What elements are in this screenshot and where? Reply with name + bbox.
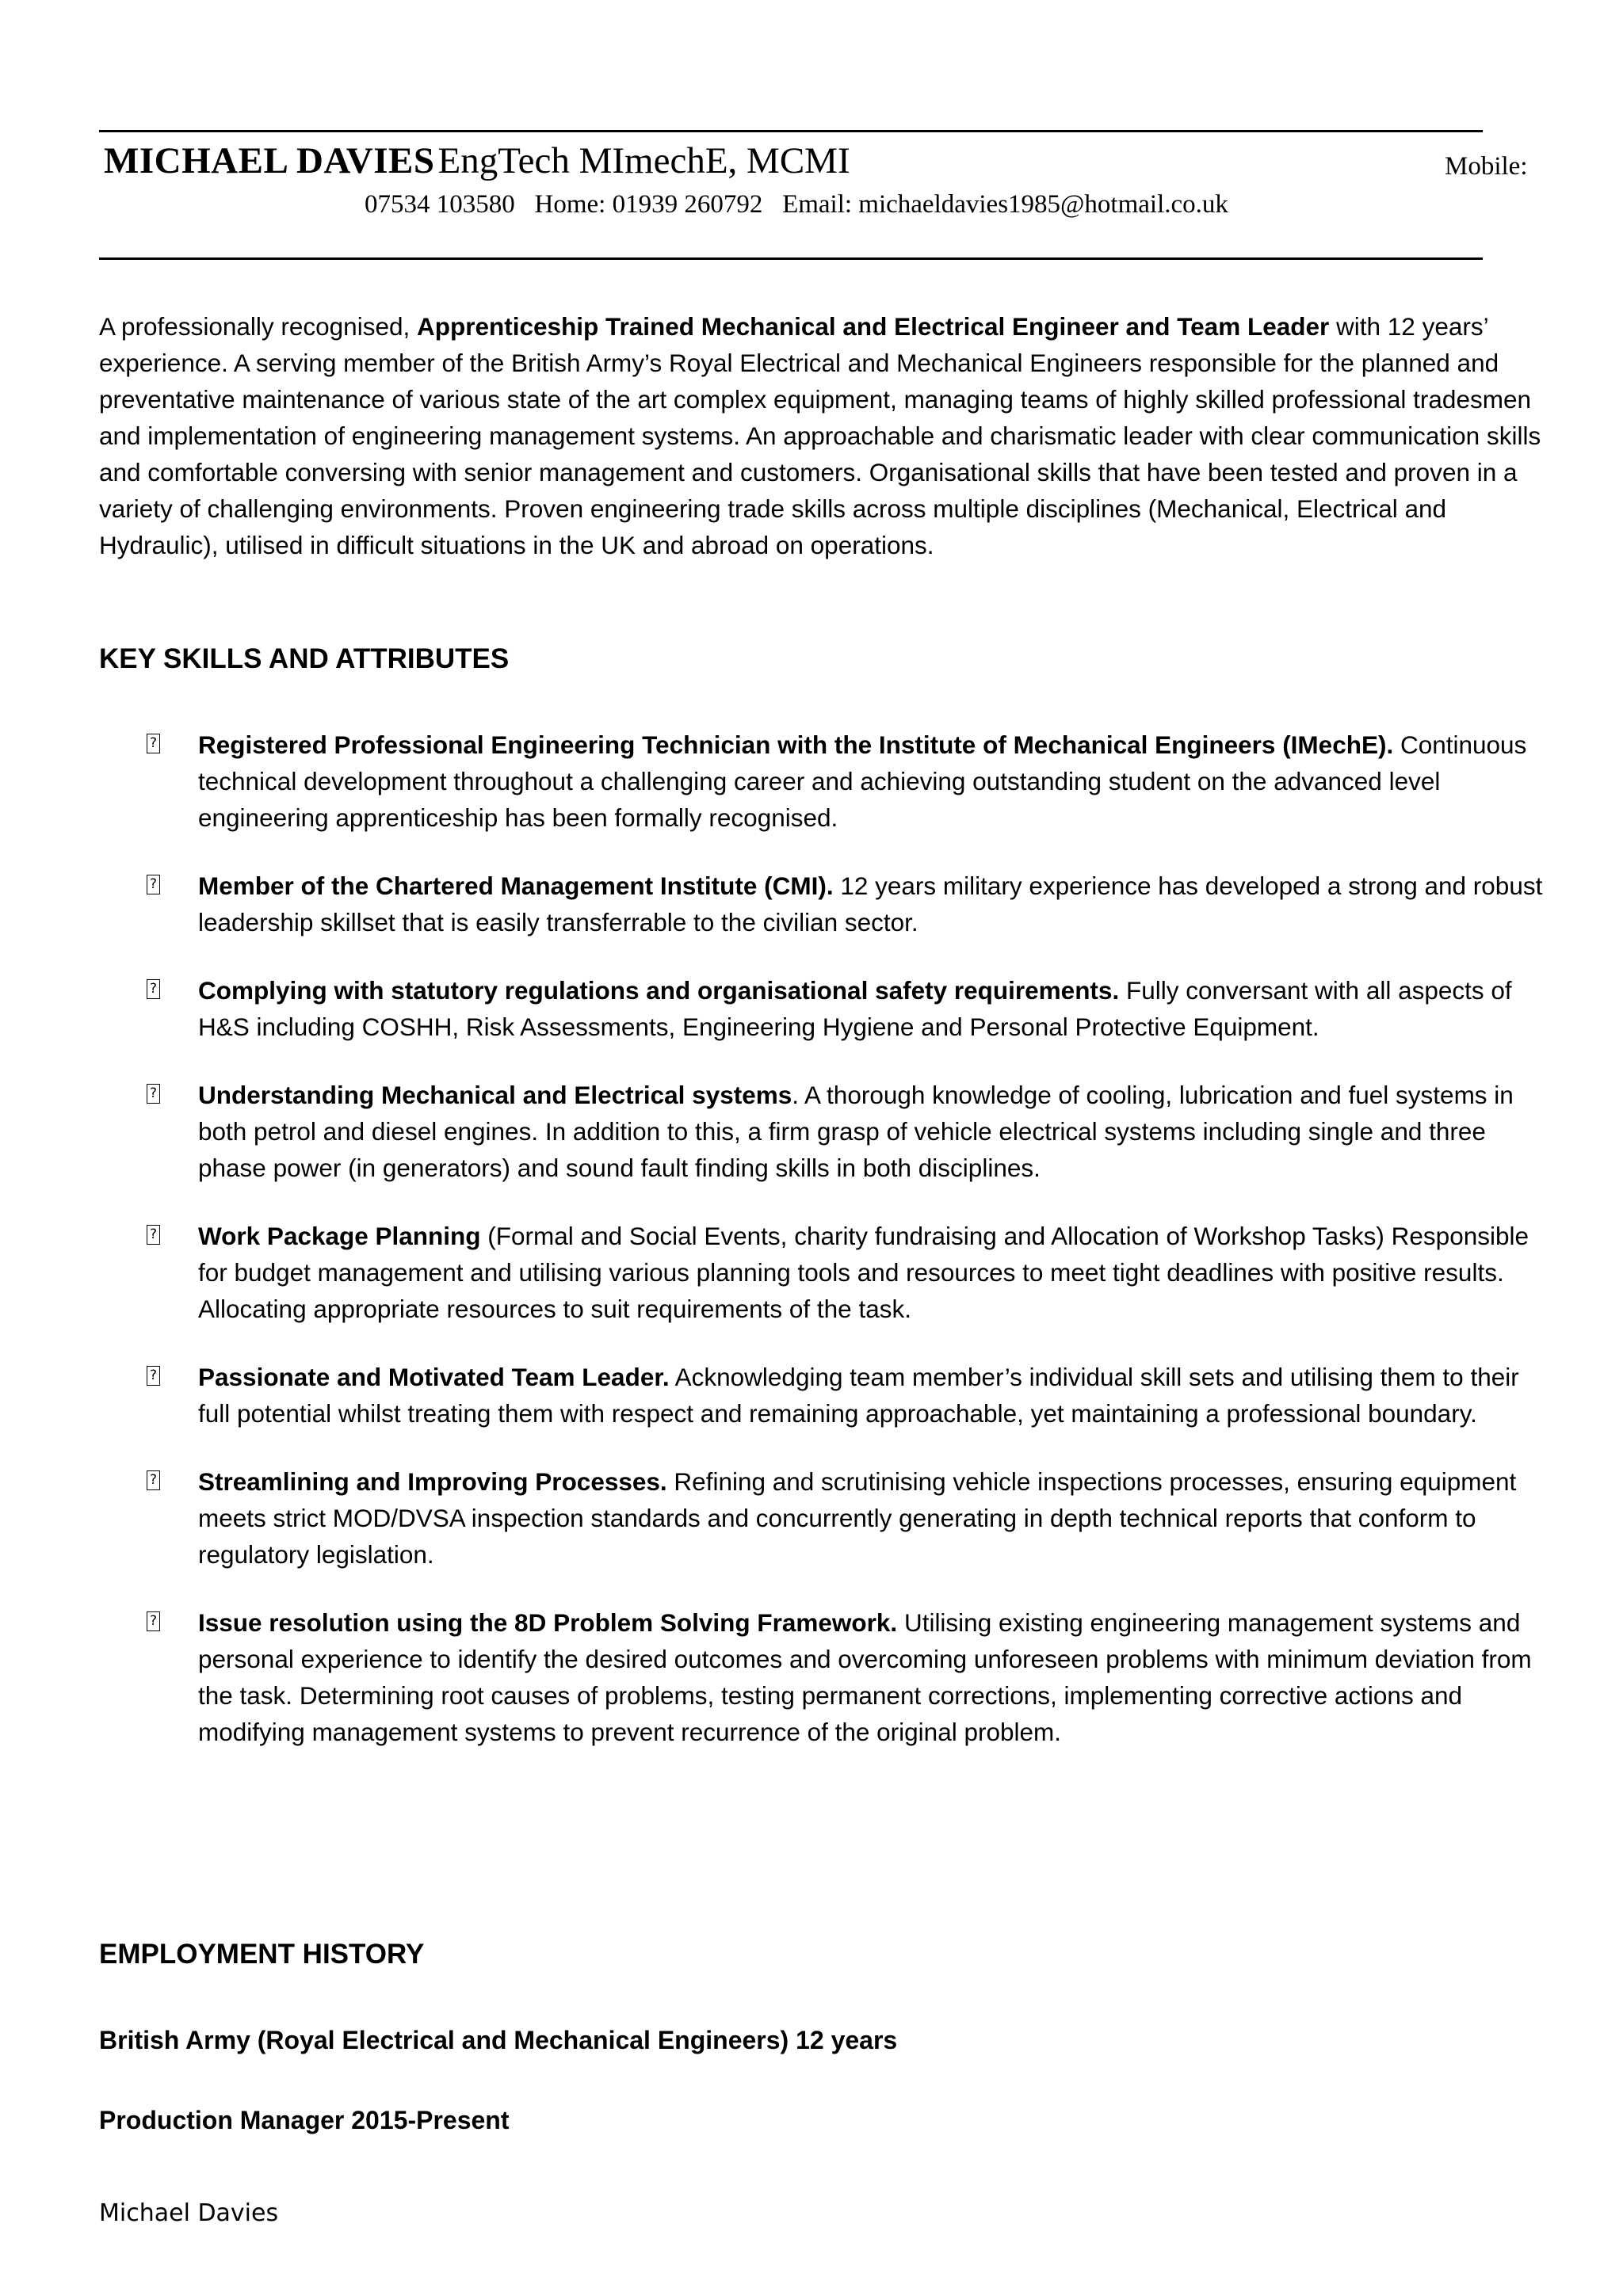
skill-description: 12 years military experience has developed a strong and robust leadership skillset that is easily transferrable to the civilian sector. [198, 871, 1543, 936]
skill-description: . A thorough knowledge of cooling, lubrication and fuel systems in both petrol and diesel engines. In addition to this, a firm grasp of vehicle electrical systems including single and three phase power (in generators) and sound fault finding skills in both disciplines. [198, 1081, 1514, 1182]
missing-glyph-bullet-icon: ? [147, 1470, 160, 1490]
skill-description: Refining and scrutinising vehicle inspections processes, ensuring equipment meets strict MOD/DVSA inspection standards and concurrently generating in depth technical reports that conform to regulatory legislation. [198, 1467, 1517, 1569]
contact-details: 07534 103580 Home: 01939 260792 Email: michaeldavies1985@hotmail.co.uk [365, 190, 1228, 219]
candidate-name: MICHAEL DAVIES [104, 140, 435, 181]
missing-glyph-bullet-icon: ? [147, 979, 160, 999]
header-name-line [104, 139, 1530, 182]
skill-description: (Formal and Social Events, charity fundraising and Allocation of Workshop Tasks) Responsible for budget management and utilising various planning tools and resources to meet tight deadlines with positive results. Allocating appropriate resources to suit requirements of the task. [198, 1222, 1529, 1323]
skill-item [99, 1463, 1549, 1573]
skill-item [99, 868, 1549, 940]
summary-intro: A professionally recognised, [99, 312, 417, 341]
skill-item [99, 1218, 1549, 1327]
header-top-rule [99, 130, 1483, 132]
skill-title: Registered Professional Engineering Technician with the Institute of Mechanical Engineers (IMechE). [198, 730, 1394, 759]
skill-item [99, 972, 1549, 1045]
skill-item [99, 727, 1549, 836]
skill-item [99, 1604, 1549, 1750]
job-role-line: Production Manager 2015-Present [99, 2106, 510, 2134]
skill-title: Member of the Chartered Management Institute (CMI). [198, 871, 834, 900]
skill-item [99, 1077, 1549, 1186]
header-bottom-rule [99, 257, 1483, 260]
missing-glyph-bullet-icon: ? [147, 1225, 160, 1245]
missing-glyph-bullet-icon: ? [147, 1611, 160, 1631]
professional-summary [99, 308, 1549, 563]
key-skills-list [99, 727, 1549, 1782]
skill-title: Issue resolution using the 8D Problem Solving Framework. [198, 1608, 898, 1637]
summary-body: with 12 years’ experience. A serving member of the British Army’s Royal Electrical and Mechanical Engineers responsible for the planned and preventative maintenance of various state of the art complex equipment, managing teams of highly skilled professional tradesmen and implementation of engineering management systems. An approachable and charismatic leader with clear communication skills and comfortable conversing with senior management and customers. Organisational skills that have been tested and proven in a variety of challenging environments. Proven engineering trade skills across multiple disciplines (Mechanical, Electrical and Hydraulic), utilised in difficult situations in the UK and abroad on operations. [99, 312, 1541, 559]
employment-history-heading: EMPLOYMENT HISTORY [99, 1939, 425, 1970]
skill-description: Fully conversant with all aspects of H&S including COSHH, Risk Assessments, Engineering Hygiene and Personal Protective Equipment. [198, 976, 1512, 1041]
skill-description: Acknowledging team member’s individual skill sets and utilising them to their full potential whilst treating them with respect and remaining approachable, yet maintaining a professional boundary. [198, 1363, 1519, 1428]
mobile-label: Mobile: [1445, 152, 1528, 181]
skill-description: Utilising existing engineering management systems and personal experience to identify the desired outcomes and overcoming unforeseen problems with minimum deviation from the task. Determining root causes of problems, testing permanent corrections, implementing corrective actions and modifying management systems to prevent recurrence of the original problem. [198, 1608, 1532, 1746]
page-footer-name: Michael Davies [99, 2199, 279, 2227]
missing-glyph-bullet-icon: ? [147, 734, 160, 753]
skill-title: Work Package Planning [198, 1222, 481, 1250]
employer-line: British Army (Royal Electrical and Mechanical Engineers) 12 years [99, 2026, 898, 2054]
missing-glyph-bullet-icon: ? [147, 1084, 160, 1104]
missing-glyph-bullet-icon: ? [147, 1366, 160, 1386]
skill-title: Understanding Mechanical and Electrical systems [198, 1081, 792, 1109]
missing-glyph-bullet-icon: ? [147, 875, 160, 894]
skill-item [99, 1359, 1549, 1432]
candidate-credentials: EngTech MImechE, MCMI [437, 140, 850, 181]
summary-highlight: Apprenticeship Trained Mechanical and Electrical Engineer and Team Leader [416, 312, 1330, 341]
skill-title: Streamlining and Improving Processes. [198, 1467, 667, 1496]
skill-title: Passionate and Motivated Team Leader. [198, 1363, 670, 1391]
key-skills-heading: KEY SKILLS AND ATTRIBUTES [99, 643, 510, 674]
skill-description: Continuous technical development throughout a challenging career and achieving outstanding student on the advanced level engineering apprenticeship has been formally recognised. [198, 730, 1527, 832]
skill-title: Complying with statutory regulations and organisational safety requirements. [198, 976, 1120, 1005]
